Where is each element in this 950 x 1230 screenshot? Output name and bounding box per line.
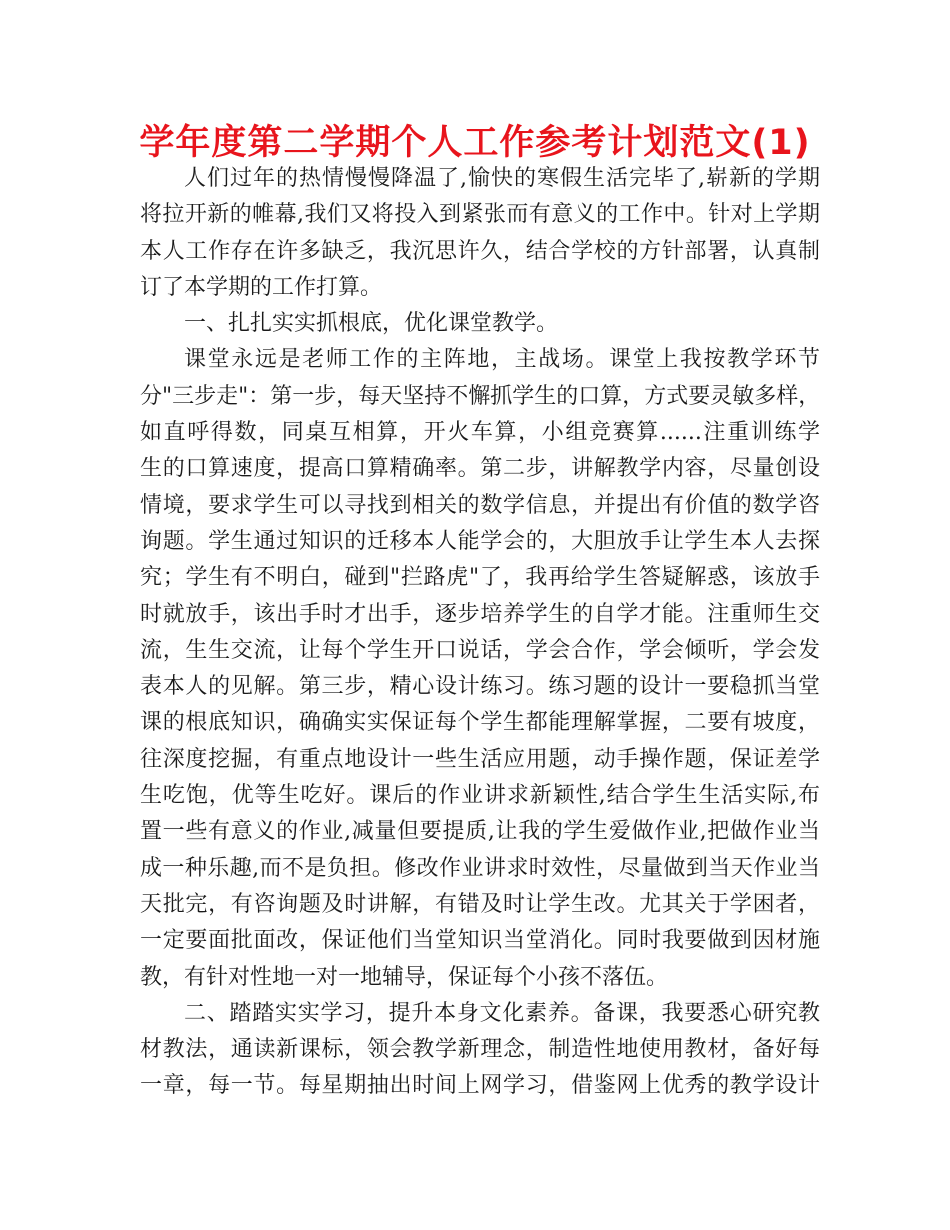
body-text-line: 人们过年的热情慢慢降温了,愉快的寒假生活完毕了,崭新的学期 — [184, 166, 820, 191]
body-text-line: 材教法，通读新课标，领会教学新理念，制造性地使用教材，备好每 — [140, 1037, 820, 1063]
body-text-line: 成一种乐趣,而不是负担。修改作业讲求时效性，尽量做到当天作业当 — [140, 855, 820, 881]
body-text-line: 一章，每一节。每星期抽出时间上网学习，借鉴网上优秀的教学设计 — [140, 1073, 820, 1099]
body-text-line: 生的口算速度，提高口算精确率。第二步，讲解教学内容，尽量创设 — [140, 456, 820, 482]
body-text-line: 分"三步走"：第一步，每天坚持不懈抓学生的口算，方式要灵敏多样， — [140, 383, 821, 409]
body-text-line: 一、扎扎实实抓根底，优化课堂教学。 — [184, 311, 559, 337]
body-text-line: 究；学生有不明白，碰到"拦路虎"了，我再给学生答疑解惑，该放手 — [140, 565, 820, 591]
document-body — [140, 161, 820, 1105]
body-text-line: 将拉开新的帷幕,我们又将投入到紧张而有意义的工作中。针对上学期 — [140, 202, 820, 228]
body-text-line: 课的根底知识，确确实实保证每个学生都能理解掌握，二要有坡度， — [140, 710, 820, 736]
body-text-line: 置一些有意义的作业,减量但要提质,让我的学生爱做作业,把做作业当 — [140, 819, 820, 845]
body-text-line: 往深度挖掘，有重点地设计一些生活应用题，动手操作题，保证差学 — [140, 746, 820, 772]
document-title: 学年度第二学期个人工作参考计划范文(1) — [139, 123, 811, 163]
body-text-line: 生吃饱，优等生吃好。课后的作业讲求新颖性,结合学生生活实际,布 — [140, 783, 820, 809]
body-text-line: 表本人的见解。第三步，精心设计练习。练习题的设计一要稳抓当堂 — [140, 674, 820, 700]
body-text-line: 流，生生交流，让每个学生开口说话，学会合作，学会倾听，学会发 — [140, 637, 820, 663]
body-text-line: 询题。学生通过知识的迁移本人能学会的，大胆放手让学生本人去探 — [140, 528, 820, 554]
body-text-line: 如直呼得数，同桌互相算，开火车算，小组竞赛算......注重训练学 — [140, 420, 820, 446]
body-text-line: 时就放手，该出手时才出手，逐步培养学生的自学才能。注重师生交 — [140, 601, 820, 627]
body-text-line: 课堂永远是老师工作的主阵地，主战场。课堂上我按教学环节 — [184, 347, 820, 373]
body-text-line: 二、踏踏实实学习，提升本身文化素养。备课，我要悉心研究教 — [184, 1000, 820, 1026]
body-text-line: 订了本学期的工作打算。 — [140, 274, 383, 300]
body-text-line: 本人工作存在许多缺乏，我沉思许久，结合学校的方针部署，认真制 — [140, 238, 820, 264]
body-text-line: 情境，要求学生可以寻找到相关的数学信息，并提出有价值的数学咨 — [140, 492, 820, 518]
body-text-line: 教，有针对性地一对一地辅导，保证每个小孩不落伍。 — [140, 964, 669, 990]
body-text-line: 一定要面批面改，保证他们当堂知识当堂消化。同时我要做到因材施 — [140, 928, 820, 954]
body-text-line: 天批完，有咨询题及时讲解，有错及时让学生改。尤其关于学困者， — [140, 891, 820, 917]
